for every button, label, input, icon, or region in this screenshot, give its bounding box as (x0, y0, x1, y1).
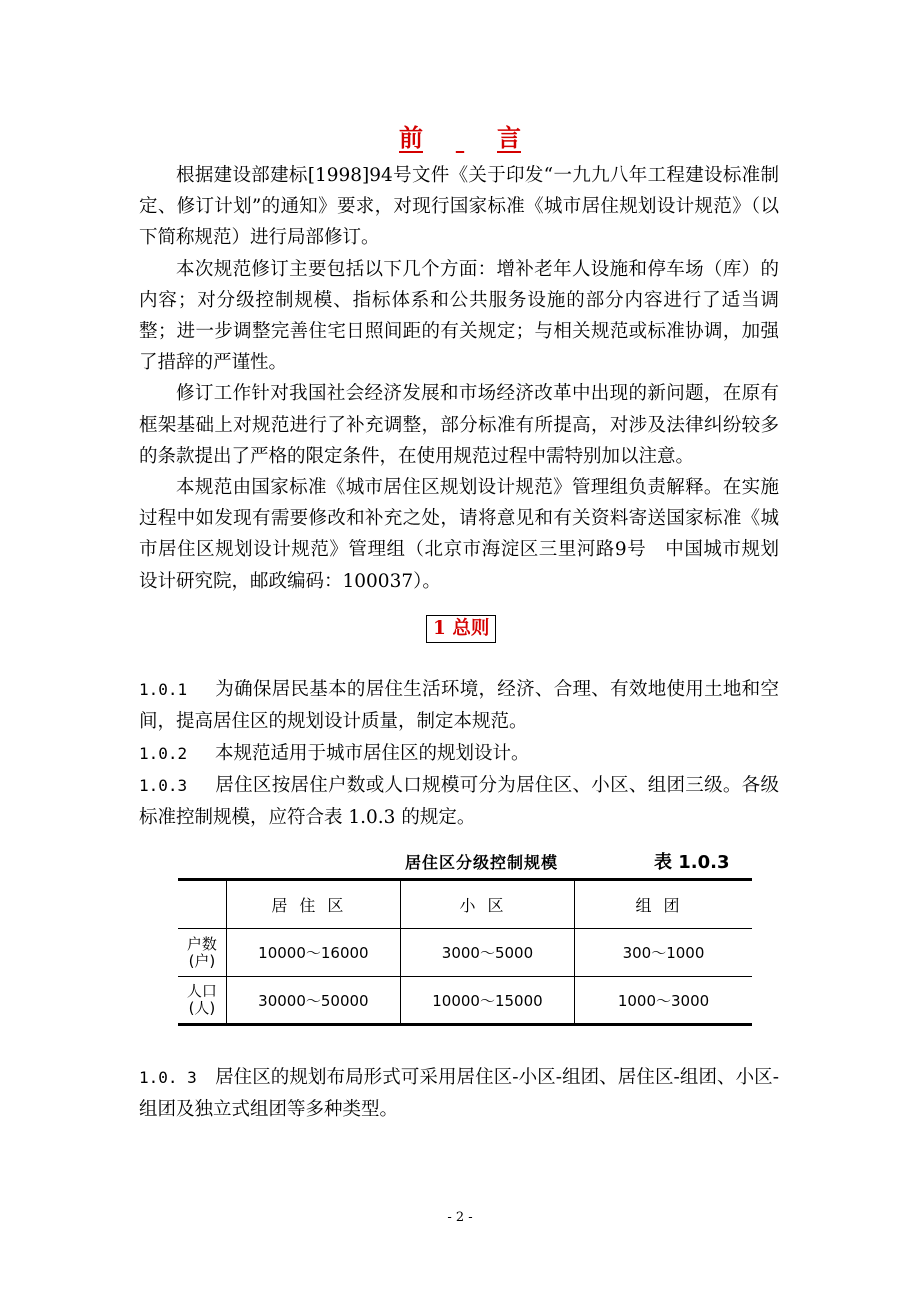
preface-paragraph: 修订工作针对我国社会经济发展和市场经济改革中出现的新问题，在原有框架基础上对规范进行了补充调整，部分标准有所提高，对涉及法律纠纷较多的条款提出了严格的限定条件，在使用规范过程中需特别加以注意。 (139, 383, 779, 467)
table-cell: 10000～15000 (400, 977, 574, 1025)
clause-number: 1.0. 3 (139, 1068, 197, 1087)
preface-title (0, 118, 920, 153)
table-header-cell: 居住区 (226, 880, 400, 929)
table-row (178, 977, 752, 1025)
page-number: - 2 - (447, 1210, 473, 1225)
clause (139, 1062, 779, 1126)
clause-text: 为确保居民基本的居住生活环境，经济、合理、有效地使用土地和空间，提高居住区的规划设计质量，制定本规范。 (139, 679, 779, 732)
table-row (178, 929, 752, 977)
clause (139, 738, 779, 770)
clause-number: 1.0.3 (139, 776, 188, 795)
table-caption: 居住区分级控制规模 (405, 853, 559, 872)
clause-text: 居住区按居住户数或人口规模可分为居住区、小区、组团三级。各级标准控制规模，应符合表 1.0.3 的规定。 (139, 775, 779, 828)
table-cell: 10000～16000 (226, 929, 400, 977)
clause-list (139, 674, 779, 834)
clause-number: 1.0.1 (139, 680, 188, 699)
table-cell: 30000～50000 (226, 977, 400, 1025)
preface-paragraph: 本次规范修订主要包括以下几个方面：增补老年人设施和停车场（库）的内容；对分级控制规模、指标体系和公共服务设施的部分内容进行了适当调整；进一步调整完善住宅日照间距的有关规定；与相关规范或标准协调，加强了措辞的严谨性。 (139, 258, 779, 374)
table-header-row (178, 880, 752, 929)
row-label: 户数 (户) (178, 929, 226, 977)
title-spacer (423, 123, 497, 152)
table-number: 表 1.0.3 (654, 852, 730, 873)
preface-paragraph: 本规范由国家标准《城市居住区规划设计规范》管理组负责解释。在实施过程中如发现有需要修改和补充之处，请将意见和有关资料寄送国家标准《城市居住区规划设计规范》管理组（北京市海淀区三里河路9号 中国城市规划设计研究院，邮政编码：100037）。 (139, 477, 779, 592)
clause (139, 674, 779, 738)
table-header-cell: 组团 (575, 880, 753, 929)
clause-text: 本规范适用于城市居住区的规划设计。 (215, 743, 530, 764)
preface-paragraph: 根据建设部建标[1998]94号文件《关于印发“一九九八年工程建设标准制定、修订计划”的通知》要求，对现行国家标准《城市居住规划设计规范》（以下简称规范）进行局部修订。 (139, 165, 779, 249)
preface-title-char-2: 言 (497, 123, 521, 152)
clause-text: 居住区的规划布局形式可采用居住区-小区-组团、居住区-组团、小区-组团及独立式组团等多种类型。 (139, 1067, 779, 1120)
scale-control-table (178, 878, 752, 1026)
table-cell: 1000～3000 (575, 977, 753, 1025)
clause (139, 770, 779, 834)
section-heading: 1 总则 (426, 615, 496, 643)
row-label: 人口 (人) (178, 977, 226, 1025)
table-cell: 300～1000 (575, 929, 753, 977)
clause-number: 1.0.2 (139, 744, 188, 763)
table-header-cell: 小区 (400, 880, 574, 929)
preface-title-char-1: 前 (399, 123, 423, 152)
clause-list-continued (139, 1062, 779, 1126)
table-cell: 3000～5000 (400, 929, 574, 977)
preface-body (139, 160, 779, 597)
table-corner-cell (178, 880, 226, 929)
